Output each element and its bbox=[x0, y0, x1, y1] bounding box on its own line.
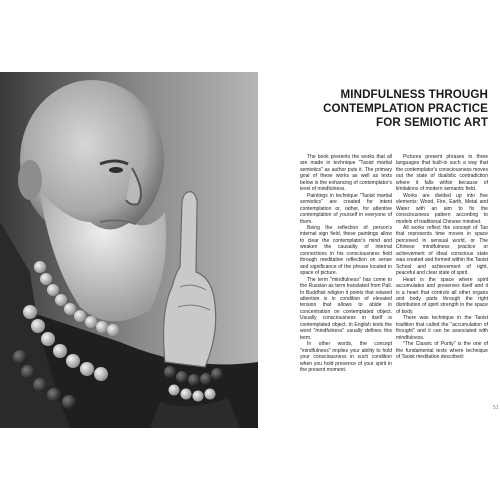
paragraph: "The Classic of Purity" is the one of the fundamental texts where technique of Taoist meditation described: bbox=[396, 341, 488, 361]
paragraph: There was technique in the Taoist tradition that called the "accumulation of thought" and it can be associated with mindfulness. bbox=[396, 315, 488, 341]
paragraph: The book presents the works that all are made in technique "Taoist martial semiotics" as author puts it. The primary goal of these works as well as texts below is the enhancing of contemplator's level of mindfulness. bbox=[300, 154, 392, 193]
paragraph: Heart is the space where spirit accumulates and preserves itself and it is a heart that controls all other organs and body parts through the right distribution of spirit strength in the space of body. bbox=[396, 276, 488, 315]
heading-line-2: CONTEMPLATION PRACTICE bbox=[323, 102, 488, 115]
paragraph: Being the reflection of person's internal sign field, these paintings allow to clear the contemplator's mind and weaken the causality of internal connections in his consciousness field through meditative reflection on sense and significance of the phrase located in space of picture. bbox=[300, 224, 392, 277]
paragraph: Works are divided up into five elements: Wood, Fire, Earth, Metal and Water with an aim to fix the consciousness pattern according to models of traditional Chinese mindset. bbox=[396, 192, 488, 225]
paragraph: In other words, the concept "mindfulness" implies your ability to hold your consciousness in such condition when you hold presence of your spirit in the present moment. bbox=[300, 341, 392, 373]
paragraph: All works reflect the concept of Tao that represents time moves in space perceived in sensual world, or The Chinese mindfulness practice or achievement of ideal conscious state was created and formed within the Taoist School and achievement of right, peaceful and clear state of spirit. bbox=[396, 224, 488, 277]
text-column-left bbox=[300, 154, 392, 373]
paragraph: The term "mindfulness" has come to the Russian as term translated from Pali. In Buddhist religion it points that relaxed attention is in condition of elevated tension that allows to abide in concentration on contemplated object. Usually consciousness in itself is contemplated object. In English texts the word "mindfulness" usually defines this term. bbox=[300, 276, 392, 341]
paragraph: Paintings in technique "Taoist martial semiotics" are created for intent contemplation or, rather, for attentive contemplation of yourself in everyone of them. bbox=[300, 192, 392, 225]
portrait-photo bbox=[0, 72, 258, 428]
paragraph: Pictures present phrases in three languages that built-in such a way that the contemplator's consciousness moves out the state of dualistic contradiction where it falls within because of limitations of modern semantic field. bbox=[396, 154, 488, 193]
text-column-right bbox=[396, 154, 488, 361]
heading-line-1: MINDFULNESS THROUGH bbox=[340, 88, 488, 101]
article-heading bbox=[300, 88, 488, 130]
page-number: 51 bbox=[493, 405, 499, 411]
heading-line-3: FOR SEMIOTIC ART bbox=[376, 116, 488, 129]
portrait-illustration bbox=[0, 72, 258, 428]
